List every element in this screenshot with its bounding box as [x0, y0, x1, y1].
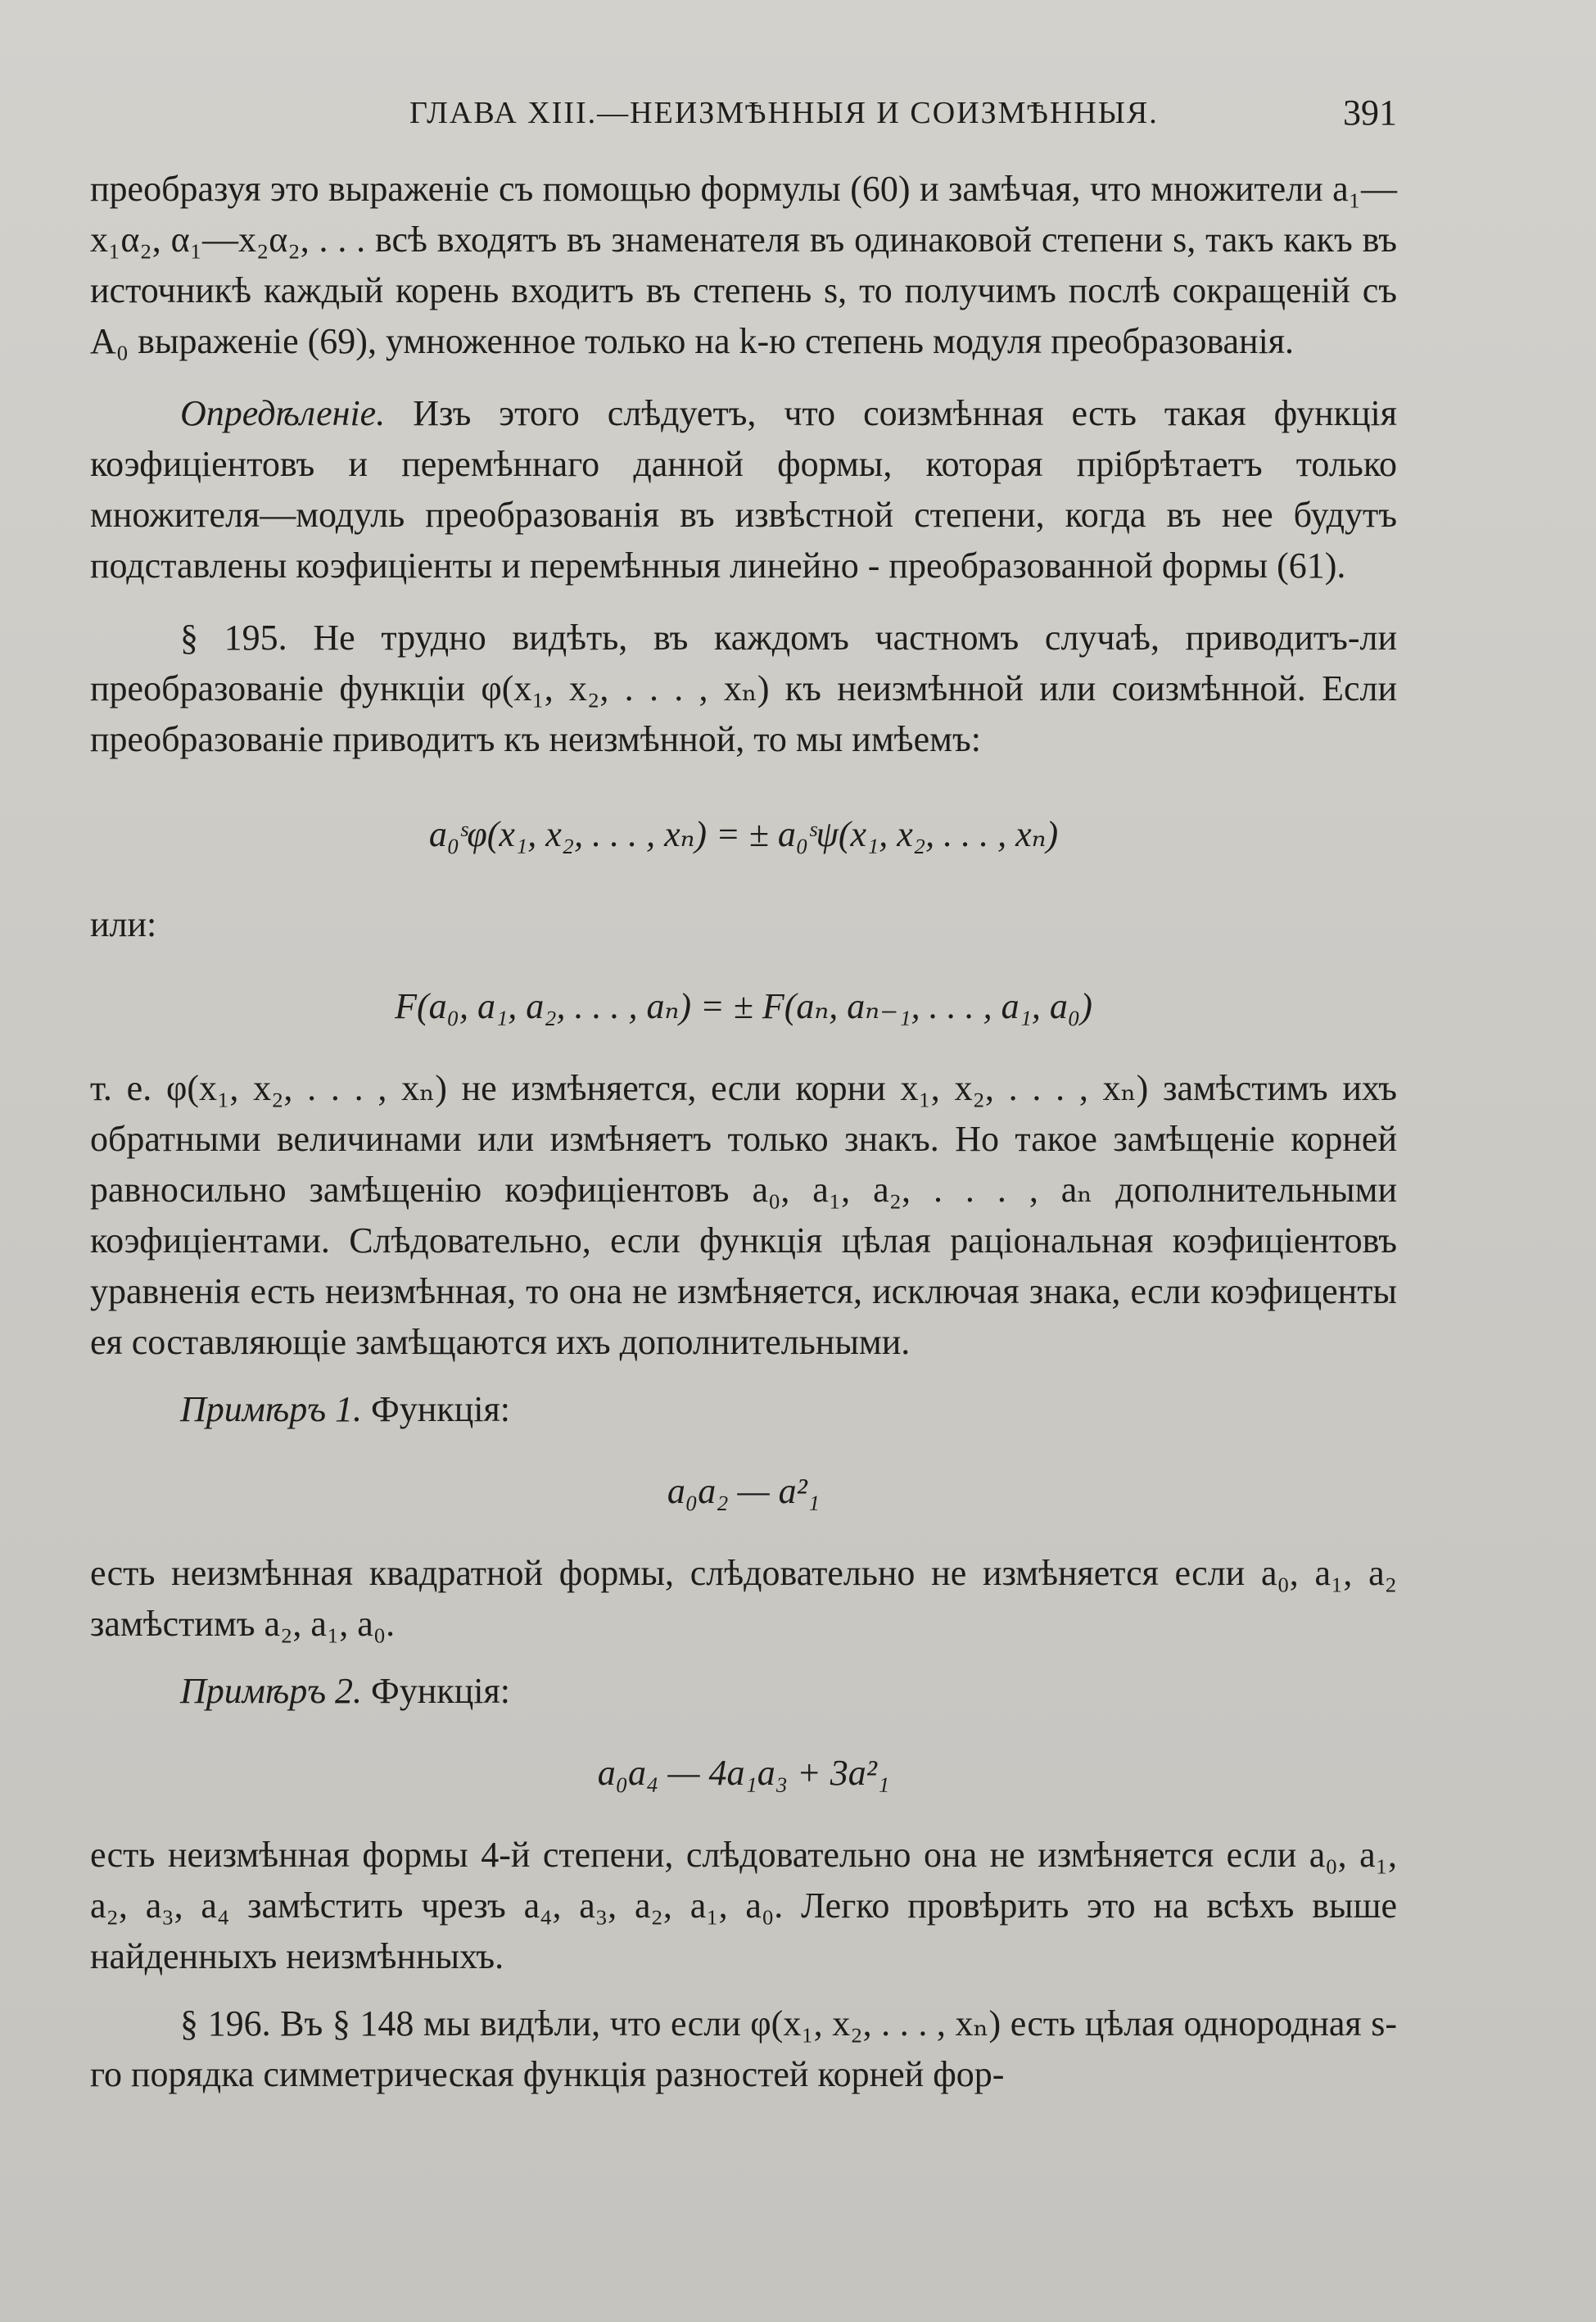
section-196-paragraph: § 196. Въ § 148 мы видѣли, что если φ(x₁, x₂, . . . , xₙ) есть цѣлая однородная s-го порядка симметрическая функція разностей корней фор- [90, 2003, 1397, 2094]
chapter-title: ГЛАВА XIII.—НЕИЗМѢННЫЯ И СОИЗМѢННЫЯ. [409, 96, 1159, 130]
paragraph-continuation: преобразуя это выраженіе съ помощью формулы (60) и замѣчая, что множители a₁—x₁α₂, α₁—x₂α₂, . . . всѣ входятъ въ знаменателя въ одинаковой степени s, такъ какъ въ источникѣ каждый корень входитъ въ степень s, то получимъ послѣ сокращеній съ A₀ выраженіе (69), умноженное только на k-ю степень модуля преобразованія. [90, 169, 1397, 361]
formula-invariant-F: F(a₀, a₁, a₂, . . . , aₙ) = ± F(aₙ, aₙ₋₁, . . . , a₁, a₀) [395, 986, 1092, 1026]
example-2-paragraph: есть неизмѣнная формы 4-й степени, слѣдовательно она не измѣняется если a₀, a₁, a₂, a₃, a₄ замѣстить чрезъ a₄, a₃, a₂, a₁, a₀. Легко провѣрить это на всѣхъ выше найденныхъ неизмѣнныхъ. [90, 1835, 1397, 1976]
example-1-label: Примѣръ 1. [180, 1389, 363, 1429]
formula-example-1: a₀a₂ — a²₁ [667, 1471, 821, 1511]
example-1-heading [90, 1384, 1397, 1435]
example-2-heading [90, 1666, 1397, 1717]
example-2-text: Функція: [371, 1671, 510, 1711]
running-header [90, 92, 1397, 141]
formula-example-2: a₀a₄ — 4a₁a₃ + 3a²₁ [597, 1753, 890, 1793]
example-1-paragraph: есть неизмѣнная квадратной формы, слѣдовательно не измѣняется если a₀, a₁, a₂ замѣстимъ a₂, a₁, a₀. [90, 1553, 1397, 1644]
explanation-paragraph: т. е. φ(x₁, x₂, . . . , xₙ) не измѣняется, если корни x₁, x₂, . . . , xₙ) замѣстимъ ихъ обратными величинами или измѣняетъ только знакъ. Но такое замѣщеніе корней равносильно замѣщенію коэфиціентовъ a₀, a₁, a₂, . . . , aₙ дополнительными коэфиціентами. Слѣдовательно, если функція цѣлая раціональная коэфиціентовъ уравненія есть неизмѣнная, то она не измѣняется, исключая знака, если коэфиценты ея составляющіе замѣщаются ихъ дополнительными. [90, 1068, 1397, 1362]
definition-paragraph [90, 388, 1397, 591]
or-label: или: [90, 904, 157, 944]
page-number: 391 [1343, 93, 1397, 133]
formula-invariant-phi: a₀ˢφ(x₁, x₂, . . . , xₙ) = ± a₀ˢψ(x₁, x₂, . . . , xₙ) [428, 814, 1059, 854]
page-body [90, 164, 1397, 2100]
section-195-paragraph: § 195. Не трудно видѣть, въ каждомъ частномъ случаѣ, приводитъ-ли преобразованіе функціи φ(x₁, x₂, . . . , xₙ) къ неизмѣнной или соизмѣнной. Если преобразованіе приводитъ къ неизмѣнной, то мы имѣемъ: [90, 618, 1397, 759]
example-2-label: Примѣръ 2. [180, 1671, 363, 1711]
example-1-text: Функція: [371, 1389, 510, 1429]
definition-label: Опредѣленіе. [180, 393, 386, 433]
definition-text: Изъ этого слѣдуетъ, что соизмѣнная есть такая функція коэфиціентовъ и перемѣннаго данной формы, которая прiбрѣтаетъ только множителя—модуль преобразованія въ извѣстной степени, когда въ нее будутъ подставлены коэфиціенты и перемѣнныя линейно - преобразованной формы (61). [90, 393, 1397, 586]
